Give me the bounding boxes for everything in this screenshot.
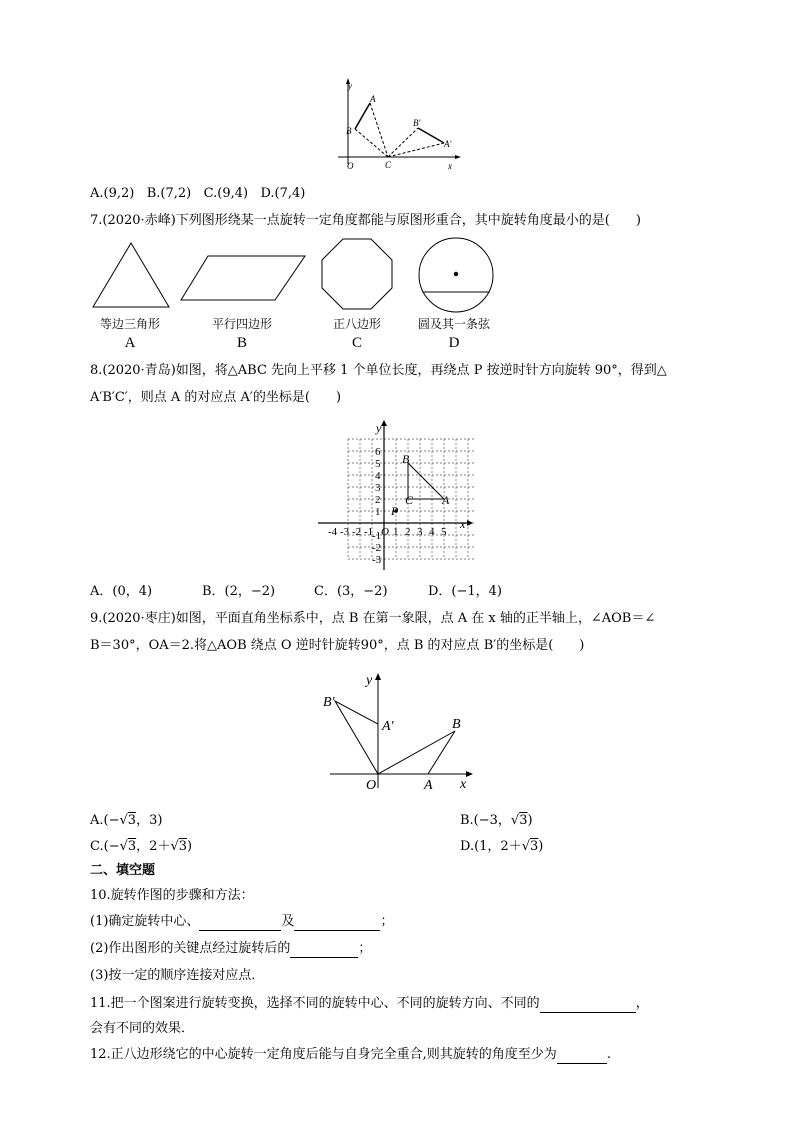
- q7-letter-a: A: [124, 335, 136, 351]
- q8-y-tick-label: 4: [375, 470, 381, 482]
- q11-line1: 11.把一个图案进行旋转变换，选择不同的旋转中心、不同的旋转方向、不同的 ，: [90, 996, 649, 1011]
- q8-x-tick-label: 2: [405, 526, 411, 538]
- q9-option-c: C.(−√3，2＋√3): [90, 839, 193, 854]
- q8-x-tick-label: 5: [441, 526, 447, 538]
- q8-x-tick-label: O: [381, 526, 389, 538]
- q9-label-a2: A′: [382, 719, 394, 734]
- q6-label-b2: B': [413, 118, 421, 128]
- q7-caption-b: 平行四边形: [211, 317, 272, 331]
- q9-stem-line1: 9.(2020·枣庄)如图，平面直角坐标系中，点 B 在第一象限，点 A 在 x 轴的正半轴上，∠AOB＝∠: [90, 611, 656, 626]
- q6-label-y: y: [348, 81, 352, 91]
- q9-label-y: y: [366, 673, 373, 688]
- q12-blank[interactable]: [557, 1049, 607, 1064]
- q8-y-tick-label: 1: [375, 506, 381, 518]
- q10-blank-1[interactable]: [199, 916, 281, 931]
- q8-grid-figure: [316, 420, 476, 572]
- q8-y-tick-label: -1: [372, 530, 382, 542]
- q9-stem-line2: B＝30°，OA＝2.将△AOB 绕点 O 逆时针旋转90°，点 B 的对应点 B′的坐标是( ): [90, 638, 585, 653]
- q11-blank[interactable]: [540, 998, 636, 1013]
- q8-y-tick-label: 5: [375, 458, 381, 470]
- q6-label-b: B: [346, 126, 352, 136]
- q9-label-a: A: [424, 778, 433, 793]
- q10-step3: (3)按一定的顺序连接对应点．: [90, 968, 265, 983]
- q9-figure: [318, 668, 478, 796]
- q7-stem: 7.(2020·赤峰)下列图形绕某一点旋转一定角度都能与原图形重合，其中旋转角度最小的是( ): [90, 213, 641, 228]
- q8-label-p: P: [391, 504, 399, 518]
- q8-y-tick-label: 6: [375, 446, 381, 458]
- q8-y-tick-label: 2: [375, 494, 381, 506]
- q8-option-c: C．(3，−2): [314, 584, 388, 599]
- q9-label-x: x: [460, 777, 467, 792]
- q6-label-a: A: [370, 94, 376, 104]
- q7-shape-parallelogram: [178, 253, 308, 303]
- q12-line: 12.正八边形绕它的中心旋转一定角度后能与自身完全重合,则其旋转的角度至少为 .: [90, 1047, 611, 1062]
- q7-letter-c: C: [351, 335, 362, 351]
- q9-label-b: B: [452, 717, 461, 732]
- q8-label-a: A: [442, 493, 450, 507]
- section-title-fill-in: 二、填空题: [90, 863, 156, 878]
- q8-label-x: x: [460, 517, 466, 531]
- q10-blank-3[interactable]: [290, 943, 358, 958]
- q8-y-tick-label: -3: [372, 554, 382, 566]
- q7-letter-d: D: [448, 335, 460, 351]
- q9-triangle-a2ob2: [335, 701, 378, 774]
- q8-x-tick-label: -3: [340, 526, 350, 538]
- q9-label-b2: B′: [323, 695, 335, 710]
- q8-triangle-abc: [408, 463, 444, 499]
- q9-option-a: A.(−√3，3): [90, 813, 163, 828]
- q10-step2: (2)作出图形的关键点经过旋转后的 ；: [90, 941, 372, 956]
- q8-label-y: y: [376, 421, 382, 435]
- q8-stem-line2: A′B′C′，则点 A 的对应点 A′的坐标是( ): [90, 390, 342, 405]
- q8-x-tick-label: 4: [429, 526, 435, 538]
- q9-label-o: O: [366, 778, 377, 793]
- q10-stem: 10.旋转作图的步骤和方法：: [90, 888, 254, 903]
- q9-option-d: D.(1，2＋√3): [460, 839, 544, 854]
- q8-stem-line1: 8.(2020·青岛)如图，将△ABC 先向上平移 1 个单位长度，再绕点 P 按逆时针方向旋转 90°，得到△: [90, 363, 667, 378]
- q8-x-tick-label: 3: [417, 526, 423, 538]
- q8-option-a: A．(0，4): [90, 584, 153, 599]
- q9-triangle-aob: [378, 731, 455, 774]
- q7-shape-triangle: [90, 240, 172, 310]
- q8-option-b: B．(2，−2): [202, 584, 276, 599]
- q7-caption-d: 圆及其一条弦: [417, 317, 490, 331]
- q7-letter-b: B: [236, 335, 247, 351]
- q6-label-x: x: [448, 161, 452, 171]
- q7-shape-circle-chord: [417, 236, 495, 314]
- q6-segment-a2b2: [418, 128, 444, 143]
- q8-option-d: D．(−1，4): [428, 584, 503, 599]
- q8-label-b: B: [402, 452, 410, 466]
- q8-y-tick-label: -2: [372, 542, 382, 554]
- q7-caption-c: 正八边形: [332, 317, 381, 331]
- q8-x-tick-label: -2: [352, 526, 362, 538]
- q6-options: A.(9,2) B.(7,2) C.(9,4) D.(7,4): [90, 186, 306, 201]
- q9-option-b: B.(−3，√3): [460, 813, 533, 828]
- q8-y-tick-label: 3: [375, 482, 381, 494]
- q6-segment-ab: [355, 103, 370, 129]
- q6-label-a2: A': [444, 139, 452, 149]
- q11-line2: 会有不同的效果．: [90, 1021, 195, 1036]
- q7-caption-a: 等边三角形: [99, 317, 160, 331]
- q6-label-o: O: [347, 161, 354, 171]
- q8-x-tick-label: -1: [364, 526, 374, 538]
- q8-label-c: C: [405, 493, 414, 507]
- q6-figure: [330, 78, 465, 173]
- q8-x-tick-label: -4: [328, 526, 338, 538]
- q8-x-tick-label: 1: [393, 526, 399, 538]
- q10-blank-2[interactable]: [294, 916, 380, 931]
- q6-label-c: C: [385, 160, 392, 170]
- q7-shape-octagon: [320, 237, 394, 311]
- q10-step1: (1)确定旋转中心、 及 ；: [90, 914, 394, 929]
